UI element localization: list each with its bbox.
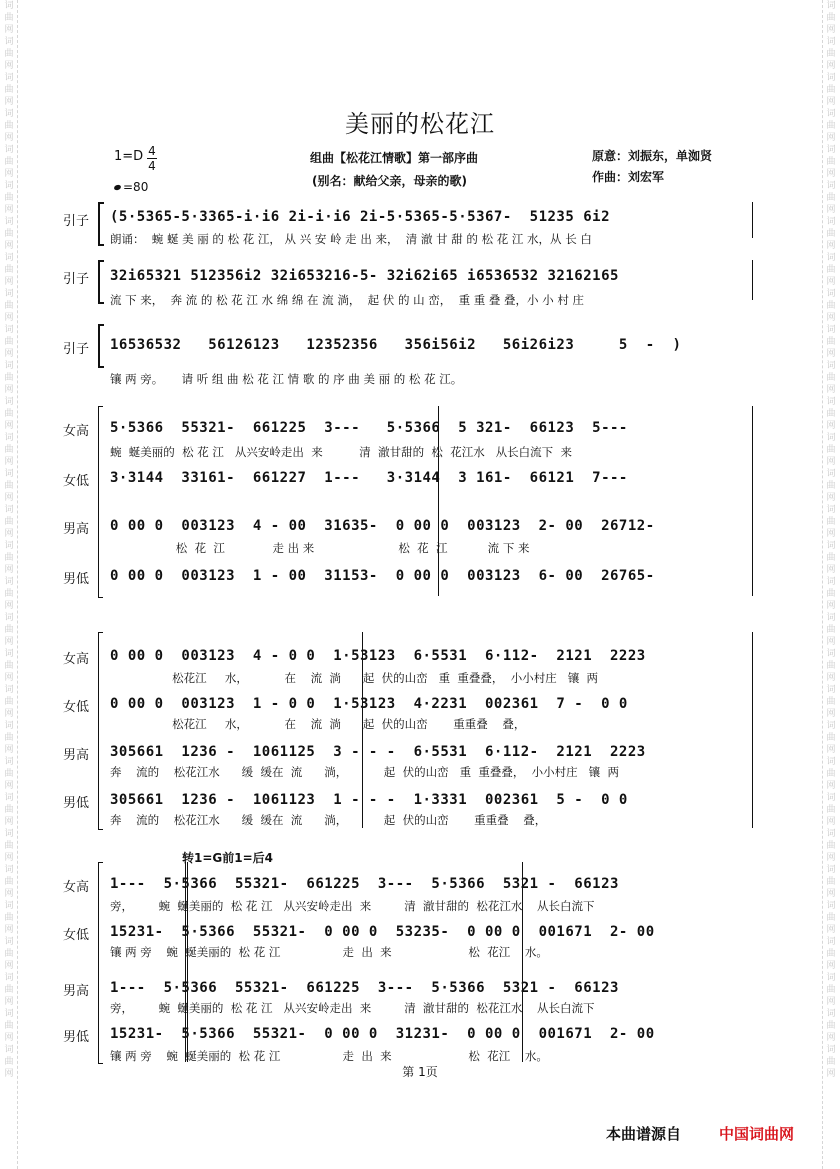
staff-bass: 男低 305661 1236 - 1061123 1 - - - 1·3331 002361 5 - 0 0 奔 流的 松花江水 缓 缓在 流 淌， 起 伏的山峦 重重叠 叠， (63, 792, 628, 827)
time-top: 4 (148, 144, 156, 158)
right-watermark: 词曲网词曲网词曲网词曲网词曲网词曲网词曲网词曲网词曲网词曲网词曲网词曲网词曲网词曲网词曲网词曲网词曲网词曲网词曲网词曲网词曲网词曲网词曲网词曲网词曲网词曲网词曲网词曲网词曲网词曲网 (826, 1, 836, 1079)
staff-soprano: 女高 0 00 0 003123 4 - 0 0 1·53123 6·5531 6·112- 2121 2223 松花江 水， 在 流 淌 起 伏的山峦 重 重叠叠， 小小村庄 镶 两 (63, 648, 646, 685)
notation-line: 32i65321 512356i2 32i653216-5- 32i62i65 i6536532 32162165 (110, 268, 619, 284)
time-bottom: 4 (148, 159, 156, 173)
lyricist: 原意：刘振东，单洳贤 (592, 149, 713, 163)
staff-soprano: 女高 5·5366 55321- 661225 3--- 5·5366 5 321- 66123 5--- 蜿 蜒美丽的 松 花 江 从兴安岭走出 来 清 澈甘甜的 松 花江水 从长白流下 来 (63, 420, 628, 459)
staff-alto: 女低 3·3144 33161- 661227 1--- 3·3144 3 161- 66121 7--- (63, 470, 628, 489)
lyrics-line: 流 下 来， 奔 流 的 松 花 江 水 绵 绵 在 流 淌， 起 伏 的 山 峦， 重 重 叠 叠，小 小 村 庄 (110, 293, 585, 307)
part-label: 引子 (63, 214, 90, 229)
page-number: 第 1页 (402, 1065, 438, 1079)
key-signature: 1=D (114, 149, 144, 164)
staff-bass: 男低 15231- 5·5366 55321- 0 00 0 31231- 0 00 0 001671 2- 00 镶 两 旁 蜿 蜒美丽的 松 花 江 走 出 来 松 花江 水。 (63, 1026, 655, 1063)
staff-tenor: 男高 305661 1236 - 1061125 3 - - - 6·5531 6·112- 2121 2223 奔 流的 松花江水 缓 缓在 流 淌， 起 伏的山峦 重 重叠叠， 小小村庄 镶 两 (63, 744, 646, 779)
staff-alto: 女低 15231- 5·5366 55321- 0 00 0 53235- 0 00 0 001671 2- 00 镶 两 旁 蜿 蜒美丽的 松 花 江 走 出 来 松 花江 水。 (63, 924, 655, 959)
notation-line: 16536532 56126123 12352356 356i56i2 56i26i23 5 - ) (110, 337, 682, 353)
lyrics-line: 镶 两 旁。 请 听 组 曲 松 花 江 情 歌 的 序 曲 美 丽 的 松 花 江。 (110, 372, 463, 386)
tempo-mark (114, 180, 148, 194)
left-watermark: 词曲网词曲网词曲网词曲网词曲网词曲网词曲网词曲网词曲网词曲网词曲网词曲网词曲网词曲网词曲网词曲网词曲网词曲网词曲网词曲网词曲网词曲网词曲网词曲网词曲网词曲网词曲网词曲网词曲网词曲网 (4, 1, 14, 1079)
notation-line: (5·5365-5·3365-i·i6 2i-i·i6 2i-5·5365-5·5367- 51235 6i2 (110, 209, 611, 225)
modulation-mark: 转1=G前1=后4 (182, 851, 274, 865)
composer: 作曲：刘宏军 (592, 170, 665, 184)
footer-source-text: 本曲谱源自 (606, 1125, 682, 1143)
score-title: 美丽的松花江 (345, 110, 495, 138)
quarter-note-icon (113, 184, 121, 191)
part-label: 引子 (63, 272, 90, 287)
staff-alto: 女低 0 00 0 003123 1 - 0 0 1·53123 4·2231 002361 7 - 0 0 松花江 水， 在 流 淌 起 伏的山峦 重重叠 叠， (63, 696, 628, 731)
staff-tenor: 男高 1--- 5·5366 55321- 661225 3--- 5·5366 5321 - 66123 旁， 蜿 蜒美丽的 松 花 江 从兴安岭走出 来 清 澈甘甜的 松花江水 从长白流下 (63, 980, 619, 1015)
subtitle: 组曲【松花江情歌】第一部序曲 (310, 151, 479, 165)
alias: (别名：献给父亲，母亲的歌) (312, 174, 467, 188)
footer-site-link[interactable]: 中国词曲网 (719, 1125, 795, 1143)
time-signature (147, 144, 157, 173)
lyrics-line: 朗诵： 蜿 蜒 美 丽 的 松 花 江， 从 兴 安 岭 走 出 来， 清 澈 甘 甜 的 松 花 江 水，从 长 白 (110, 232, 592, 246)
staff-tenor: 男高 0 00 0 003123 4 - 00 31635- 0 00 0 003123 2- 00 26712- 松 花 江 走 出 来 松 花 江 流 下 来 (63, 518, 655, 555)
staff-bass: 男低 0 00 0 003123 1 - 00 31153- 0 00 0 003123 6- 00 26765- (63, 568, 655, 587)
part-label: 引子 (63, 342, 90, 357)
staff-soprano: 女高 1--- 5·5366 55321- 661225 3--- 5·5366 5321 - 66123 旁， 蜿 蜒美丽的 松 花 江 从兴安岭走出 来 清 澈甘甜的 松花江水 从长白流下 (63, 876, 619, 913)
tempo-value: =80 (123, 180, 149, 194)
